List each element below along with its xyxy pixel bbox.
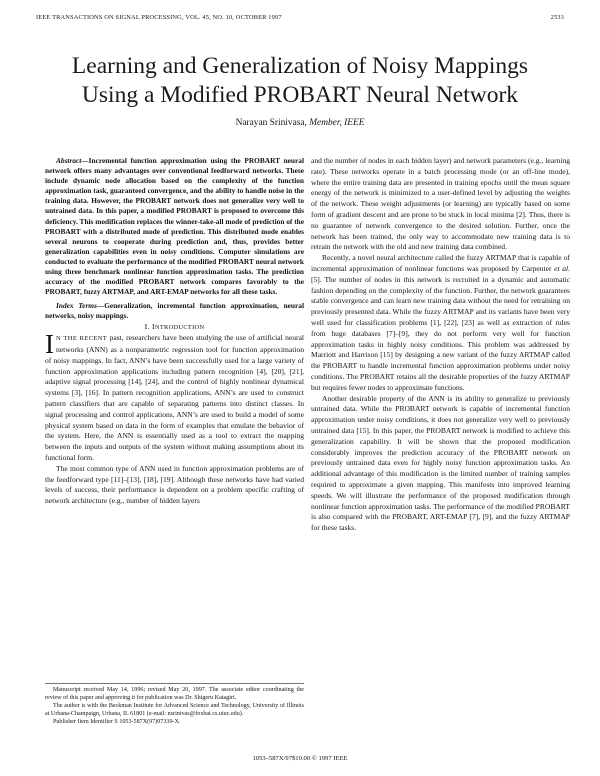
index-terms-label: Index Terms— [56,301,105,311]
intro-p1-text: past, researchers have been studying the use of artificial neural networks (ANN) as a nonparametric regression tool for function approximation of noisy mappings. In fact, ANN’s have been successfully used for a large variety of function approximation applications including pattern recognition [4], [20], [21], adaptive signal processing [14], [24], and the control of highly nonlinear dynamical systems [3], [16]. In pattern recognition applications, ANN’s are used to construct pattern classifiers that are capable of separating patterns into distinct classes. In signal processing and control applications, ANN’s are used to build a model of some physical system based on data in the form of examples that emulate the behavior of the system. Here, the ANN is essentially used as a tool to extract the mapping between the inputs and outputs of the system without making assumptions about its functional form. [45,333,305,463]
author-name: Narayan Srinivasa, [235,118,307,128]
title-line-1: Learning and Generalization of Noisy Mappings [71,53,529,79]
page-number: 2533 [550,14,564,21]
abstract-text: Incremental function approximation using the PROBART neural network offers many advantages over conventional feedforward networks. These include dynamic node allocation based on the complexity of the function approximation task, guaranteed convergence, and the ability to handle noise in the training data. However, the PROBART network does not generalize very well to untrained data. In this paper, a modified PROBART is proposed to overcome this deficiency. This modification replaces the winner-take-all mode of prediction of the PROBART with a distributed mode of prediction. This distributed mode enables several neurons to cooperate during prediction and, thus, provides better generalization capabilities even in noisy conditions. Computer simulations are conducted to evaluate the performance of the modified PROBART neural network using three benchmark nonlinear function approximation tasks. The prediction accuracy of the modified PROBART network compares favorably to the PROBART, fuzzy ARTMAP, and ART-EMAP networks for all these tasks. [45,156,304,297]
right-p2-a: Recently, a novel neural architecture called the fuzzy ARTMAP that is capable of incremental approximation of nonlinear functions was proposed by Carpenter [311,253,570,273]
journal-reference: IEEE TRANSACTIONS ON SIGNAL PROCESSING, VOL. 45, NO. 10, OCTOBER 1997 [36,14,282,21]
footnotes [45,683,304,727]
intro-paragraph-2: The most common type of ANN used in function approximation problems are of the feedforward type [11]–[13], [18], [19]. Although these networks have had varied levels of success, their performance is dependent on a problem specific crafting of network architecture (e.g., number of hidden layers [45,463,304,506]
paper-title [0,52,600,110]
index-terms-text: Generalization, incremental function approximation, neural networks, noisy mappings. [45,301,304,321]
index-terms [45,301,304,321]
section-heading-introduction [45,322,304,334]
left-column [45,156,304,507]
copyright-footer: 1053–587X/97$10.00 © 1997 IEEE [252,755,348,762]
title-line-2: Using a Modified PROBART Neural Network [81,82,519,108]
right-paragraph-2 [311,253,570,393]
right-paragraph-1: and the number of nodes in each hidden layer) and network parameters (e.g., learning rate). These networks operate in a batch processing mode (or an off-line mode), where the entire training data are presented in training epochs until the mean square energy of the network is minimized to a user-defined level by adjusting the weights of the network. These weight adjustments (or learning) are typically based on some form of gradient descent and are prone to be stuck in local minima [2]. Thus, there is no guarantee of network convergence to the desired solution. Further, once the network has been trained, the only way to accommodate new training data is to retrain the network with the old and new training data combined. [311,156,570,252]
intro-paragraph-1 [45,329,305,464]
right-p2-b: [5]. The number of nodes in this network is recruited in a dynamic and automatic fashion depending on the complexity of the function. Further, the network guarantees stable convergence and can learn new training data without the need for retraining on previously presented data. While the fuzzy ARTMAP and its variants have been very well used for classification problems [1], [22], [23] as well as extraction of rules from huge databases [7]–[9], they do not perform very well for function approximation tasks in highly noisy conditions. This problem was addressed by Marriott and Harrison [15] by designing a new variant of the fuzzy ARTMAP called the PROBART to handle incremental function approximation problems under noisy conditions. The PROBART retains all the desirable properties of the fuzzy ARTMAP but requires fewer nodes to approximate functions. [311,274,570,392]
abstract [45,156,304,297]
footnote-identifier: Publisher Item Identifier S 1053-587X(97)07339-X. [53,718,181,725]
et-al: et al. [554,263,570,273]
section-numeral: I. [144,321,150,331]
section-title-rest: NTRODUCTION [154,323,205,331]
running-head [36,14,564,21]
author-line [0,118,600,128]
intro-lead-words: N THE RECENT [56,335,108,343]
drop-cap: I [45,329,54,360]
right-column [311,156,570,534]
footnote-manuscript: Manuscript received May 14, 1996; revised May 20, 1997. The associate editor coordinating the review of this paper and approving it for publication was Dr. Shigeru Katagiri. [45,687,304,701]
abstract-label: Abstract— [56,156,89,165]
footnote-affiliation: The author is with the Beckman Institute for Advanced Science and Technology, University of Illinois at Urbana-Champaign, Urbana, IL 61801 (e-mail: nsrinivas@foxbat.cs.uiuc.edu). [45,702,304,717]
section-title-initial: I [152,321,155,331]
author-role: Member, IEEE [309,118,365,128]
right-paragraph-3: Another desirable property of the ANN is its ability to generalize to previously untrained data. While the PROBART network is capable of incremental function approximation under noisy conditions, it does not generalize very well to previously untrained data [15]. In this paper, the PROBART network is modified to achieve this generalization capability. It will be shown that the proposed modification considerably improves the prediction accuracy of the PROBART network on previously untrained data even for highly noisy function approximation tasks. An additional advantage of this modification is the limited number of training samples required to approximate a given mapping. This manifests into improved learning speeds. We will illustrate the performance of the proposed modification through nonlinear function approximation tasks. The performance of the modified PROBART is also compared with the PROBART, ART-EMAP [7], [9], and the fuzzy ARTMAP for these tasks. [311,393,570,533]
